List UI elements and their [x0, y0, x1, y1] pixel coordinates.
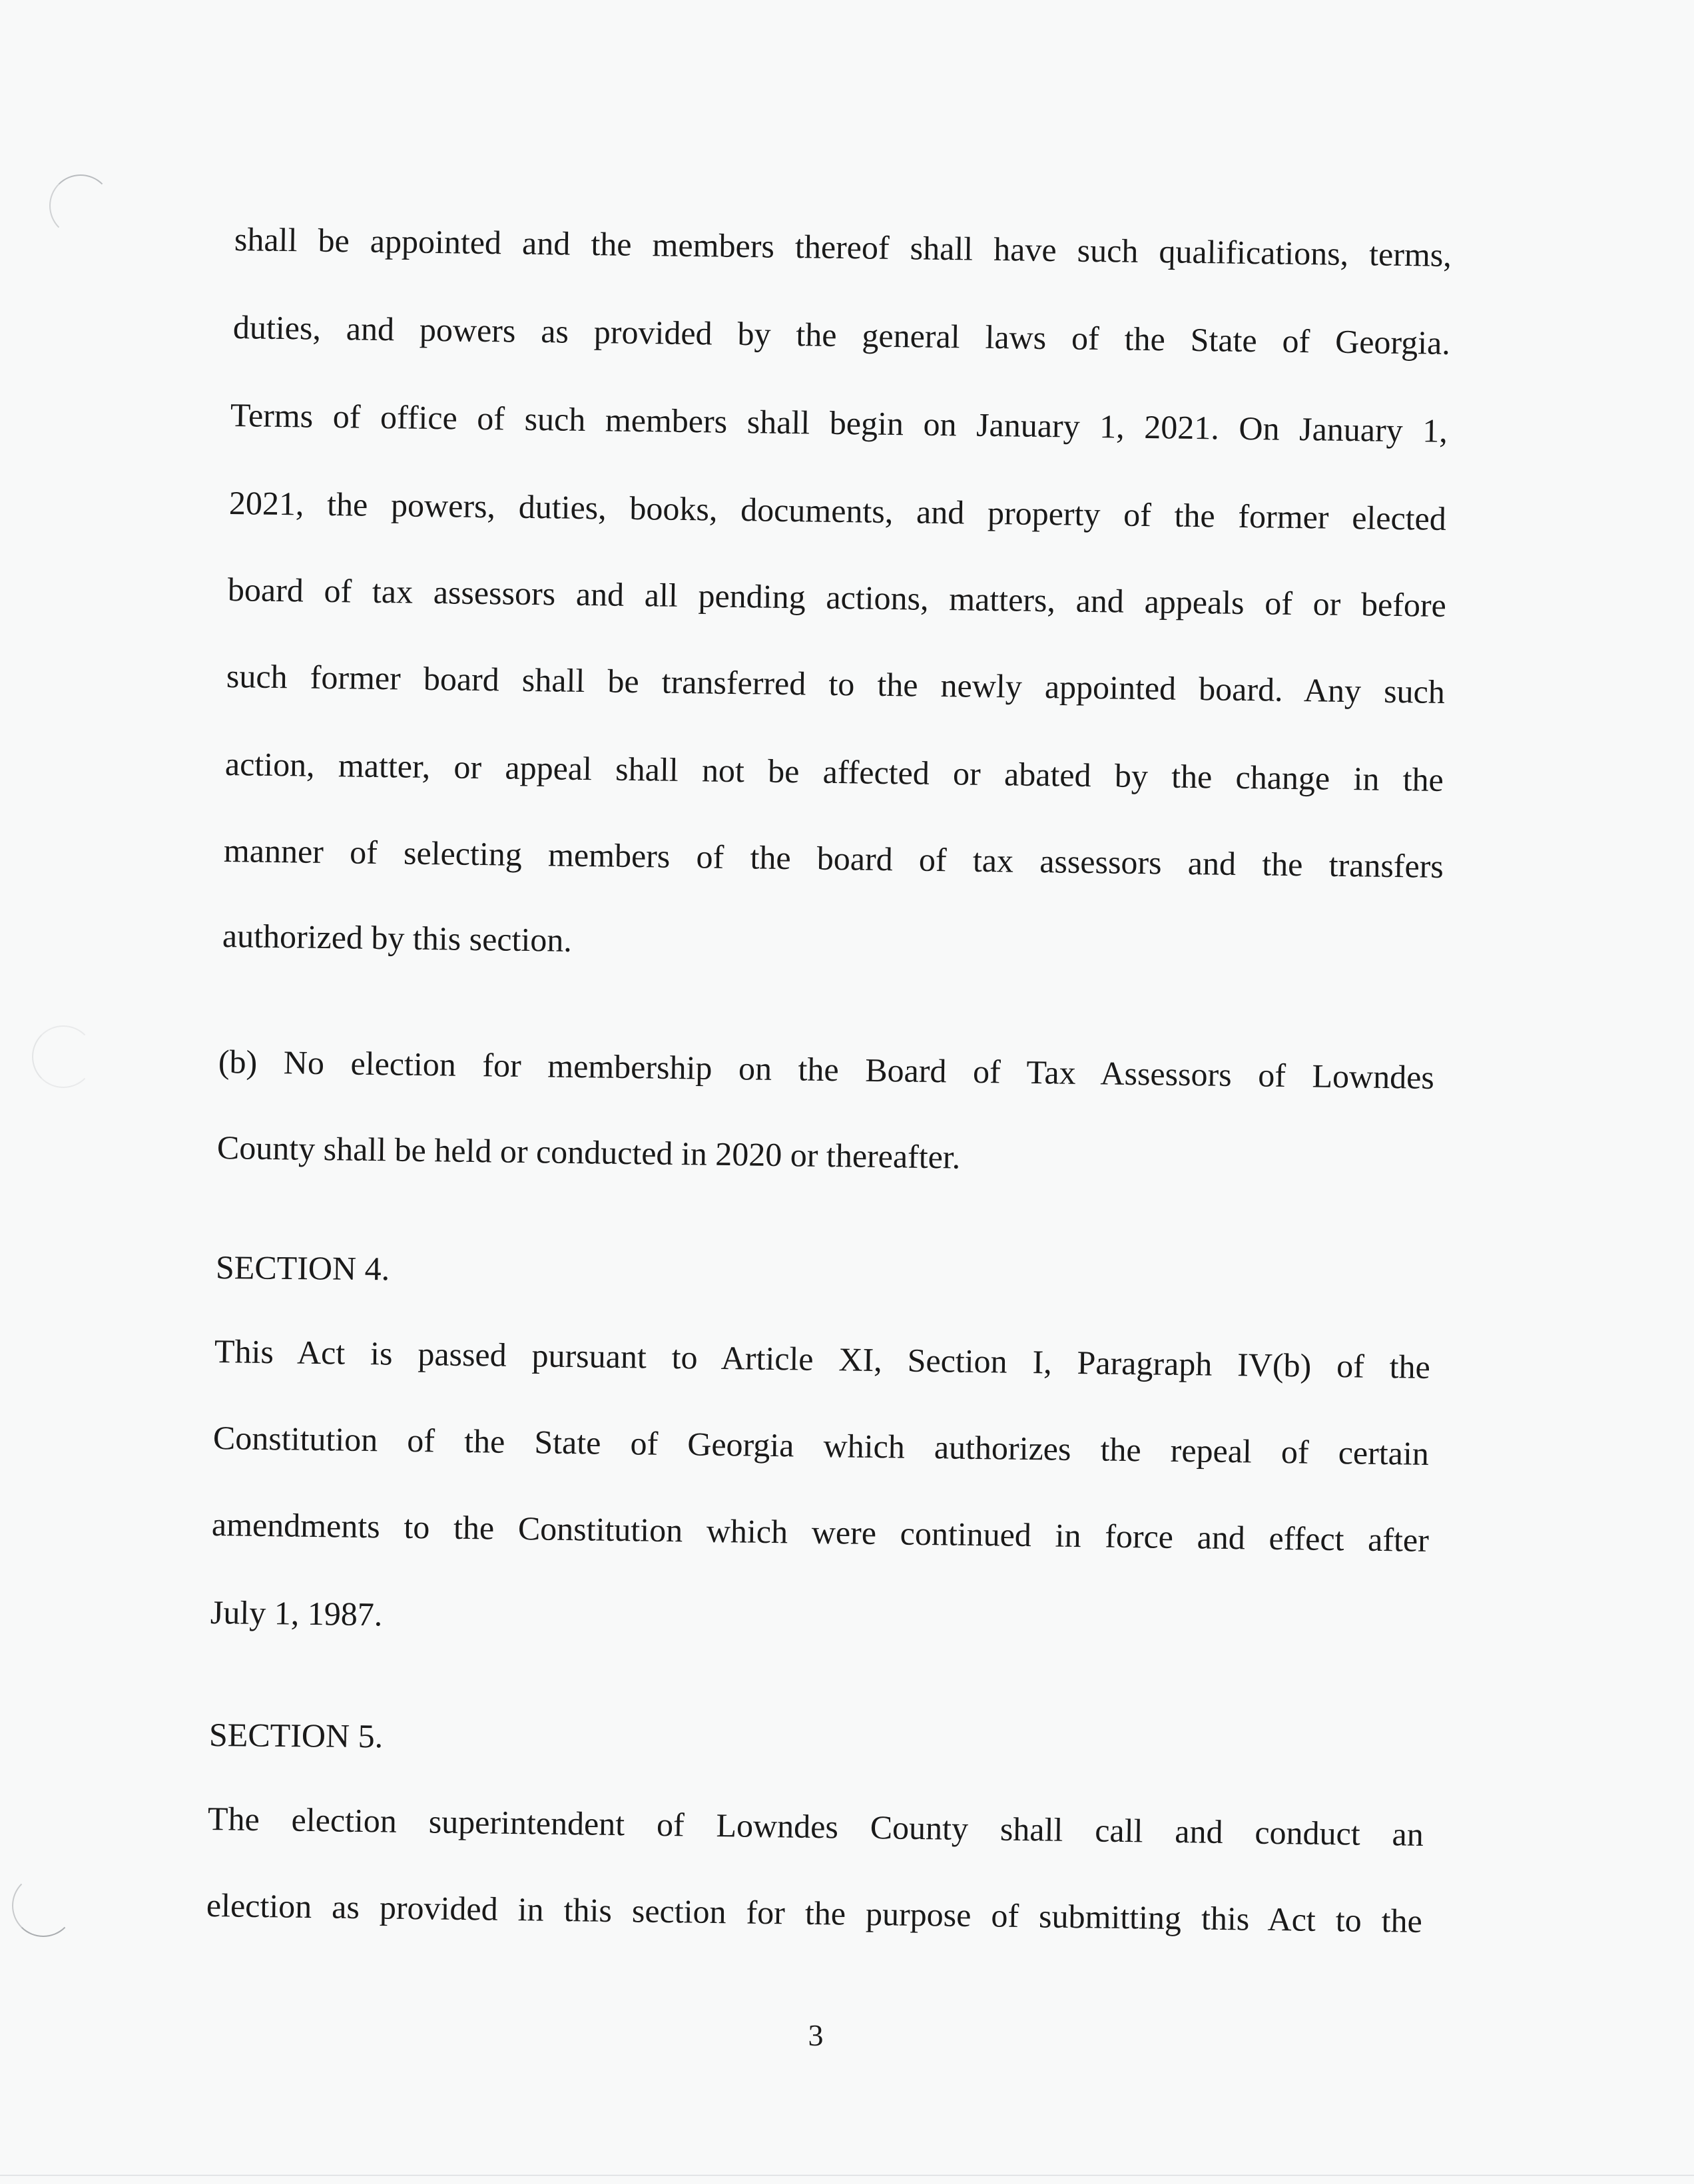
section-5-heading: SECTION 5. [208, 1716, 384, 1755]
body-line: July 1, 1987. [210, 1593, 383, 1633]
page-number: 3 [808, 2018, 824, 2052]
body-line: (b) No election for membership on the Board of Tax Assessors of Lowndes [218, 1043, 1435, 1096]
section-4-heading: SECTION 4. [215, 1248, 390, 1288]
body-line: The election superintendent of Lowndes County shall call and conduct an [207, 1800, 1424, 1853]
body-line: election as provided in this section for the purpose of submitting this Act to the [206, 1886, 1423, 1940]
body-line: Constitution of the State of Georgia which authorizes the repeal of certain [212, 1419, 1430, 1472]
body-line: duties, and powers as provided by the general laws of the State of Georgia. [232, 308, 1451, 362]
body-line: authorized by this section. [222, 917, 573, 959]
body-line: action, matter, or appeal shall not be affected or abated by the change in the [224, 745, 1444, 798]
body-line: This Act is passed pursuant to Article XI, Section I, Paragraph IV(b) of the [214, 1332, 1431, 1386]
body-line: board of tax assessors and all pending actions, matters, and appeals of or before [227, 571, 1447, 624]
body-line: such former board shall be transferred to the newly appointed board. Any such [226, 657, 1446, 710]
body-line: 2021, the powers, duties, books, documents, and property of the former elected [228, 484, 1447, 537]
body-line: County shall be held or conducted in 2020 or thereafter. [216, 1129, 961, 1176]
body-line: amendments to the Constitution which were continued in force and effect after [211, 1505, 1430, 1559]
body-line: shall be appointed and the members thereof shall have such qualifications, terms, [234, 220, 1452, 274]
body-line: Terms of office of such members shall begin on January 1, 2021. On January 1, [230, 396, 1448, 449]
body-line: manner of selecting members of the board of tax assessors and the transfers [223, 832, 1444, 885]
